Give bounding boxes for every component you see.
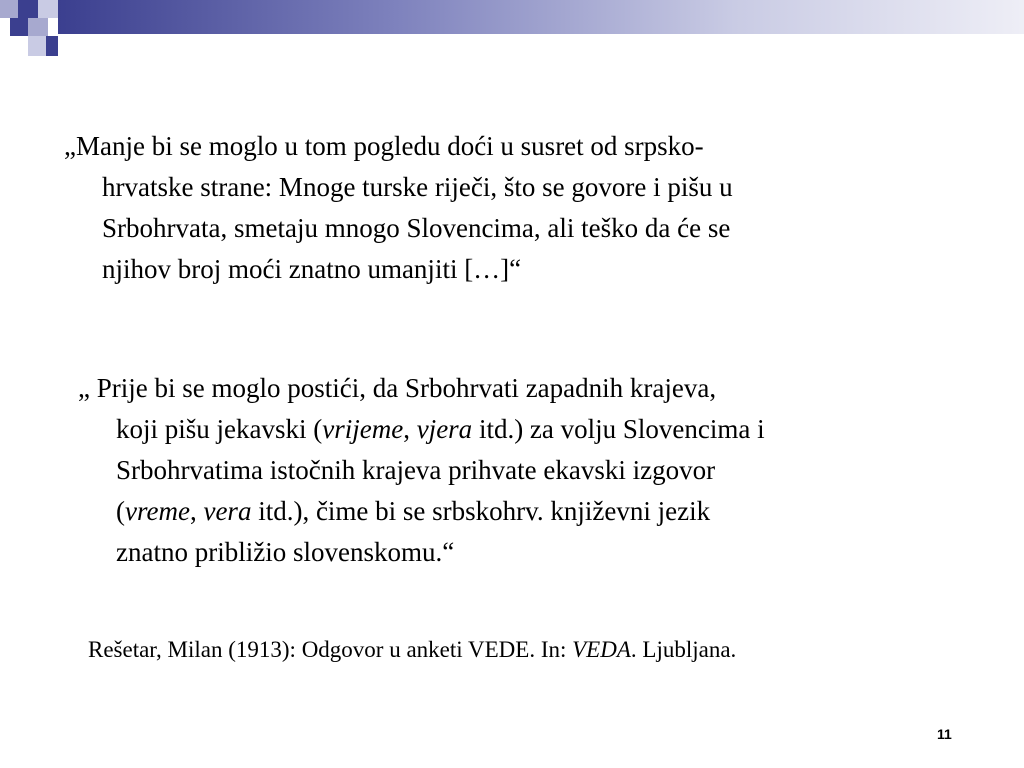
quote-2-text: , (403, 414, 417, 444)
citation-text: Rešetar, Milan (1913): Odgovor u anketi VEDE. In: (88, 637, 573, 662)
quote-2-text: koji pišu jekavski ( (116, 414, 323, 444)
quote-2-line (78, 409, 765, 450)
quote-1 (64, 126, 733, 290)
quote-2-text: itd.), čime bi se srbskohrv. književni jezik (251, 496, 711, 526)
quote-2-text: , (189, 496, 204, 526)
header-square (28, 18, 48, 36)
quote-2-line (78, 491, 765, 532)
header-decoration (0, 0, 1024, 62)
quote-2-line: Srbohrvatima istočnih krajeva prihvate ekavski izgovor (116, 455, 716, 485)
quote-1-line: hrvatske strane: Mnoge turske riječi, što se govore i pišu u (102, 172, 733, 202)
slide-number: 11 (937, 726, 952, 742)
quote-1-line: Srbohrvata, smetaju mnogo Slovencima, ali teško da će se (102, 213, 731, 243)
header-square (10, 18, 28, 36)
quote-1-line: njihov broj moći znatno umanjiti […]“ (102, 254, 522, 284)
header-square (46, 36, 58, 56)
quote-2-text: itd.) za volju Slovencima i (472, 414, 765, 444)
header-square (18, 0, 38, 18)
quote-2 (78, 368, 765, 573)
quote-2-italic: vera (203, 496, 252, 526)
quote-2-italic: vrijeme (322, 414, 404, 444)
quote-1-line: „Manje bi se moglo u tom pogledu doći u susret od srpsko- (64, 131, 704, 161)
quote-2-italic: vjera (416, 414, 473, 444)
header-square (38, 0, 58, 18)
quote-2-line: „ Prije bi se moglo postići, da Srbohrvati zapadnih krajeva, (78, 373, 717, 403)
quote-2-line: znatno približio slovenskomu.“ (116, 537, 455, 567)
header-gradient-bar (58, 0, 1024, 34)
citation (88, 634, 736, 666)
citation-italic: VEDA (572, 637, 631, 662)
header-square (28, 36, 46, 56)
quote-2-italic: vreme (125, 496, 190, 526)
quote-2-text: ( (116, 496, 125, 526)
header-square (0, 0, 18, 18)
citation-text: . Ljubljana. (630, 637, 737, 662)
